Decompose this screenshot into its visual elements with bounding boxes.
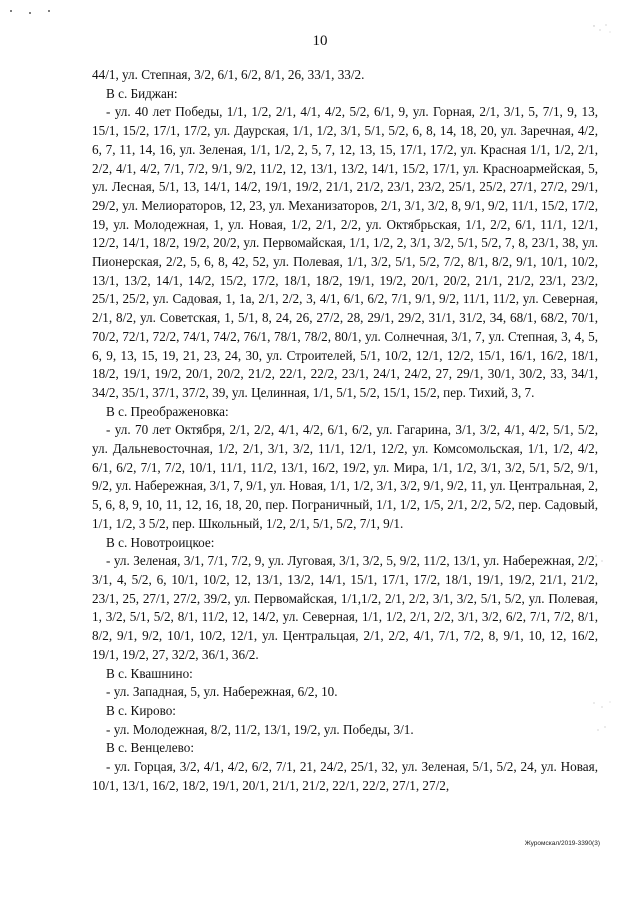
- scan-speck: [10, 10, 12, 12]
- address-list-kvashnino: - ул. Западная, 5, ул. Набережная, 6/2, 10.: [106, 684, 338, 700]
- settlement-heading-kirovo: В с. Кирово:: [106, 702, 176, 718]
- settlement-heading-novotroitskoe: В с. Новотроицкое:: [106, 534, 215, 550]
- scan-speck: [29, 12, 31, 14]
- address-list-text: 44/1, ул. Степная, 3/2, 6/1, 6/2, 8/1, 26, 33/1, 33/2.: [92, 67, 365, 82]
- address-list-novotroitskoe: - ул. Зеленая, 3/1, 7/1, 7/2, 9, ул. Луговая, 3/1, 3/2, 5, 9/2, 11/2, 13/1, ул. Набережная, 2/2, 3/1, 4, 5/2, 6, 10/1, 10/2, 12, 13/1, 13/2, 14/1, 15/1, 17/1, 17/2, 18/1, 19/1, 19/2, 21/1, 21/2, 23/1, 25, 27/1, 27/2, 39/2, ул. Первомайская, 1/1,1/2, 2/1, 2/2, 3/1, 3/2, 5/1, 5/2, ул. Полевая, 1, 3/2, 5/1, 5/2, 8/1, 11/2, 12, 14/2, ул. Северная, 1/1, 1/2, 2/1, 2/2, 3/1, 3/2, 6/2, 7/1, 7/2, 8/1, 8/2, 9/1, 9/2, 10/1, 10/2, 12/1, ул. Центральцая, 2/1, 2/2, 4/1, 7/1, 7/2, 8, 9/1, 10, 12, 16/2, 19/1, 19/2, 27, 32/2, 36/1, 36/2.: [92, 553, 598, 662]
- document-registration-stamp: Журомскал/2019-3390(3): [524, 840, 600, 847]
- settlement-heading-ventselevo: В с. Венцелево:: [106, 740, 194, 756]
- settlement-heading-bidzhan: В с. Биджан:: [106, 85, 178, 101]
- page-number: 10: [312, 33, 328, 49]
- address-list-kirovo: - ул. Молодежная, 8/2, 11/2, 13/1, 19/2, ул. Победы, 3/1.: [106, 721, 414, 737]
- scan-speck: [48, 10, 50, 12]
- document-body: [92, 66, 598, 795]
- address-list-ventselevo: - ул. Горцая, 3/2, 4/1, 4/2, 6/2, 7/1, 21, 24/2, 25/1, 32, ул. Зеленая, 5/1, 5/2, 24, ул. Новая, 10/1, 13/1, 16/2, 18/2, 19/1, 20/1, 21/1, 21/2, 22/1, 22/2, 27/1, 27/2,: [92, 759, 598, 793]
- settlement-heading-preobrazhenovka: В с. Преображеновка:: [106, 403, 229, 419]
- address-list-bidzhan: - ул. 40 лет Победы, 1/1, 1/2, 2/1, 4/1, 4/2, 5/2, 6/1, 9, ул. Горная, 2/1, 3/1, 5, 7/1, 9, 13, 15/1, 15/2, 17/1, 17/2, ул. Даурская, 1/1, 1/2, 3/1, 5/1, 5/2, 6, 8, 14, 18, 20, ул. Заречная, 4/2, 6, 7, 11, 14, 16, ул. Зеленая, 1/1, 1/2, 2, 5, 7, 12, 13, 15, 17/1, 17/2, ул. Красная 1/1, 1/2, 2/1, 2/2, 4/1, 4/2, 7/1, 7/2, 9/1, 9/2, 11/2, 12, 13/1, 13/2, 14/1, 15/2, 17/1, ул. Красноармейская, 5, ул. Лесная, 5/1, 13, 14/1, 14/2, 19/1, 19/2, 21/1, 21/2, 23/1, 23/2, 25/1, 25/2, 27/1, 27/2, 29/1, 29/2, ул. Мелиораторов, 12, 23, ул. Механизаторов, 2/1, 3/1, 3/2, 8, 9/1, 9/2, 11/1, 15/2, 17/2, 19, ул. Молодежная, 1, ул. Новая, 1/2, 2/1, 2/2, ул. Октябрьская, 1/1, 2/2, 6/1, 11/1, 12/1, 12/2, 14/1, 18/2, 19/2, 20/2, ул. Первомайская, 1/1, 1/2, 2, 3/1, 3/2, 5/1, 5/2, 7, 8, 23/1, 38, ул. Пионерская, 2/2, 5, 6, 8, 42, 52, ул. Полевая, 1/1, 3/2, 5/1, 5/2, 7/2, 8/1, 8/2, 9/1, 10/1, 10/2, 13/1, 13/2, 14/1, 14/2, 15/2, 17/2, 18/1, 18/2, 19/1, 19/2, 20/1, 20/2, 21/1, 21/2, 23/1, 23/2, 25/1, 25/2, ул. Садовая, 1, 1а, 2/1, 2/2, 3, 4/1, 6/1, 6/2, 7/1, 9/1, 9/2, 11/1, 11/2, ул. Северная, 2/1, 8/2, ул. Советская, 1, 5/1, 8, 24, 26, 27/2, 28, 29/1, 29/2, 31/1, 31/2, 34, 68/1, 68/2, 70/1, 70/2, 72/1, 72/2, 74/1, 74/2, 76/1, 78/1, 78/2, 80/1, ул. Солнечная, 3/1, 7, ул. Степная, 3, 4, 5, 6, 9, 13, 15, 19, 21, 23, 24, 30, ул. Строителей, 5/1, 10/2, 12/1, 12/2, 15/1, 16/1, 16/2, 18/1, 18/2, 19/1, 19/2, 20/1, 20/2, 21/2, 22/1, 22/2, 23/1, 24/1, 24/2, 27, 29/1, 30/1, 30/2, 33, 34/1, 34/2, 35/1, 37/1, 37/2, 39, ул. Целинная, 1/1, 5/1, 5/2, 15/1, 15/2, пер. Тихий, 3, 7.: [92, 104, 598, 400]
- address-list-preobrazhenovka: - ул. 70 лет Октября, 2/1, 2/2, 4/1, 4/2, 6/1, 6/2, ул. Гагарина, 3/1, 3/2, 4/1, 4/2, 5/1, 5/2, ул. Дальневосточная, 1/2, 2/1, 3/1, 3/2, 11/1, 12/1, 12/2, ул. Комсомольская, 1/1, 1/2, 4/2, 6/1, 6/2, 7/1, 7/2, 10/1, 11/1, 11/2, 13/1, 16/2, 19/2, ул. Мира, 1/1, 1/2, 3/1, 3/2, 5/1, 5/2, 9/1, 9/2, ул. Набережная, 3/1, 7, 9/1, ул. Новая, 1/1, 1/2, 3/1, 3/2, 9/1, 9/2, 11, ул. Центральная, 2, 5, 6, 8, 9, 10, 11, 12, 16, 18, 20, пер. Пограничный, 1/1, 1/2, 1/5, 2/1, 2/2, 5/2, пер. Садовый, 1/1, 1/2, 3 5/2, пер. Школьный, 1/2, 2/1, 5/1, 5/2, 7/1, 9/1.: [92, 422, 598, 531]
- settlement-heading-kvashnino: В с. Квашнино:: [106, 665, 193, 681]
